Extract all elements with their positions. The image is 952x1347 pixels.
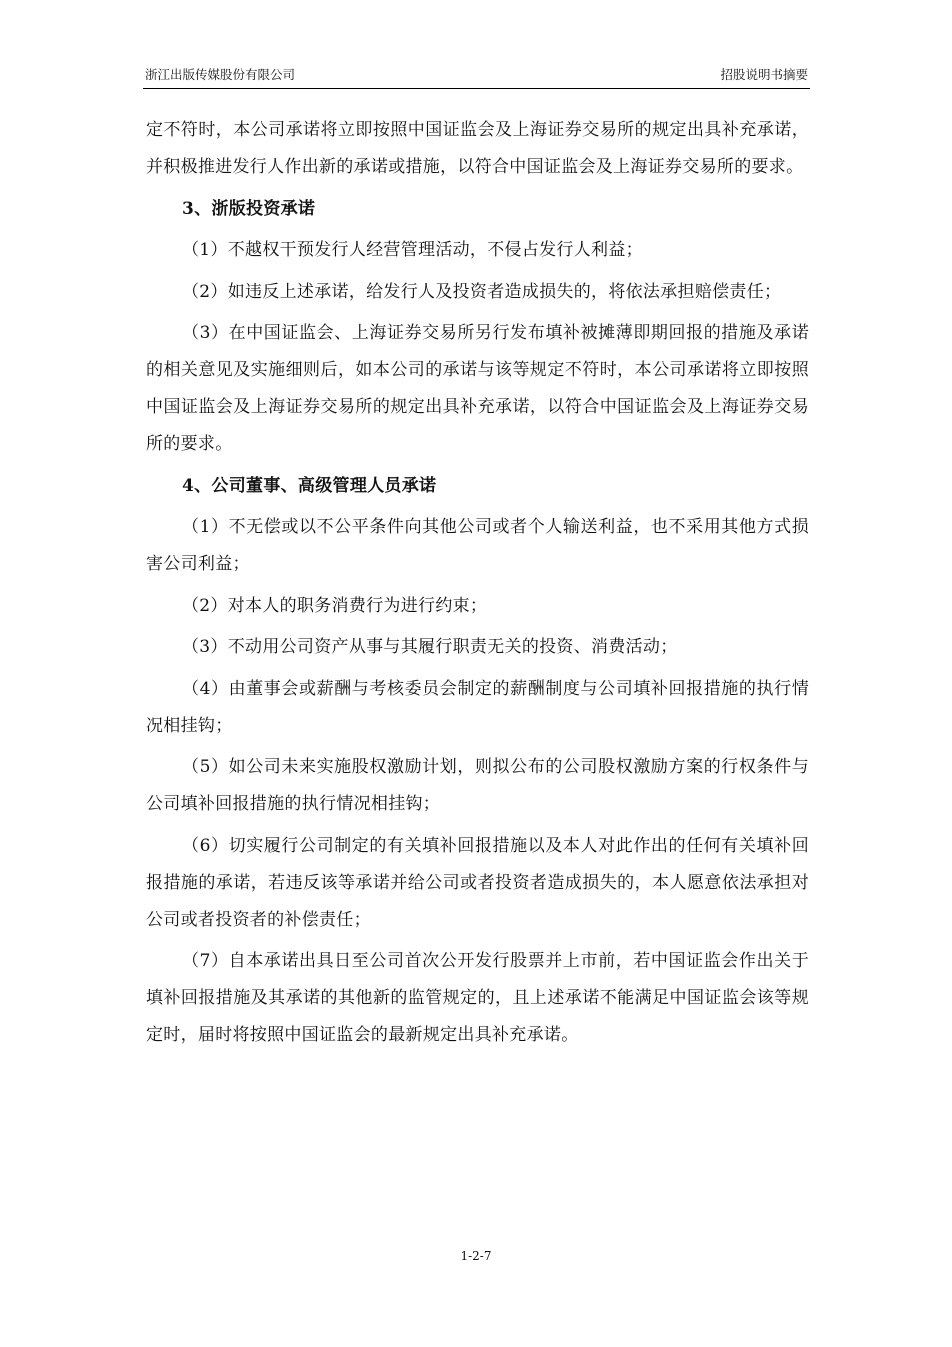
- paragraph-item: （7）自本承诺出具日至公司首次公开发行股票并上市前，若中国证监会作出关于填补回报措施及其承诺的其他新的监管规定的，且上述承诺不能满足中国证监会该等规定时，届时将按照中国证监会的最新规定出具补充承诺。: [146, 951, 809, 1045]
- paragraph-item: （2）如违反上述承诺，给发行人及投资者造成损失的，将依法承担赔偿责任；: [182, 281, 782, 302]
- document-body: [146, 112, 809, 1059]
- page-number: 1-2-7: [460, 1249, 492, 1263]
- paragraph-item: （1）不越权干预发行人经营管理活动，不侵占发行人利益；: [182, 240, 643, 260]
- paragraph-item: （3）不动用公司资产从事与其履行职责无关的投资、消费活动；: [182, 637, 678, 657]
- paragraph-item: （2）对本人的职务消费行为进行约束；: [182, 595, 488, 616]
- header-document-title: 招股说明书摘要: [720, 67, 808, 82]
- header-company-name: 浙江出版传媒股份有限公司: [145, 67, 296, 82]
- paragraph-item: （5）如公司未来实施股权激励计划，则拟公布的公司股权激励方案的行权条件与公司填补回报措施的执行情况相挂钩；: [146, 757, 809, 814]
- paragraph-continued: 定不符时，本公司承诺将立即按照中国证监会及上海证券交易所的规定出具补充承诺，并积极推进发行人作出新的承诺或措施，以符合中国证监会及上海证券交易所的要求。: [146, 120, 809, 177]
- paragraph-item: （3）在中国证监会、上海证券交易所另行发布填补被摊薄即期回报的措施及承诺的相关意见及实施细则后，如本公司的承诺与该等规定不符时，本公司承诺将立即按照中国证监会及上海证券交易所的规定出具补充承诺，以符合中国证监会及上海证券交易所的要求。: [146, 323, 809, 454]
- paragraph-item: （4）由董事会或薪酬与考核委员会制定的薪酬制度与公司填补回报措施的执行情况相挂钩；: [146, 678, 809, 736]
- paragraph-item: （6）切实履行公司制定的有关填补回报措施以及本人对此作出的任何有关填补回报措施的承诺，若违反该等承诺并给公司或者投资者造成损失的，本人愿意依法承担对公司或者投资者的补偿责任；: [146, 835, 809, 930]
- page-header: [143, 64, 810, 89]
- section-heading-zheban-investment: 3、浙版投资承诺: [182, 198, 316, 219]
- paragraph-item: （1）不无偿或以不公平条件向其他公司或者个人输送利益，也不采用其他方式损害公司利益；: [146, 517, 809, 574]
- section-heading-directors-executives: 4、公司董事、高级管理人员承诺: [182, 475, 437, 496]
